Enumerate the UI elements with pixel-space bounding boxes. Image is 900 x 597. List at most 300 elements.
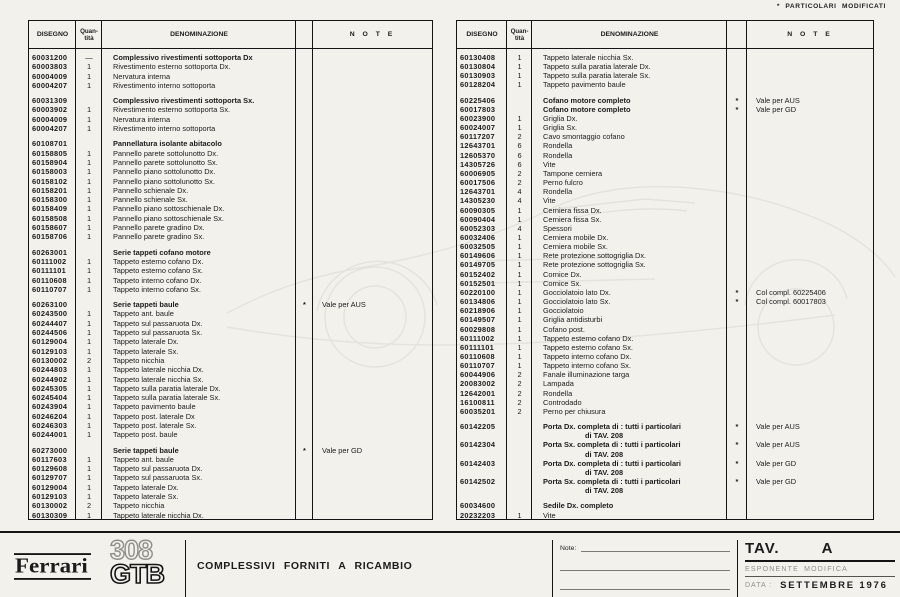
denomination-cell: Pannello parete gradino Sx. <box>113 232 205 242</box>
star-cell <box>296 266 313 275</box>
table-row <box>457 334 873 343</box>
denomination-cell: Griglia Dx. <box>543 113 578 123</box>
denomination-cell: Cavo smontaggio cofano <box>543 132 625 142</box>
qty-cell: 1 <box>86 383 92 393</box>
star-cell <box>296 402 313 411</box>
star-cell <box>296 309 313 318</box>
note-blank-line <box>581 543 730 552</box>
disegno-cell: 60110707 <box>460 361 495 371</box>
column-divider <box>75 21 76 519</box>
table-row <box>29 473 432 482</box>
note-cell <box>747 407 873 416</box>
note-cell: Vale per GD <box>756 477 797 487</box>
disegno-cell: 60142403 <box>460 458 496 468</box>
disegno-cell: 60044906 <box>460 370 496 380</box>
denomination-cell: Complessivo rivestimenti sottoporta Sx. <box>113 96 255 106</box>
col-header-disegno: DISEGNO <box>466 31 498 38</box>
note-cell <box>747 62 873 71</box>
note-cell <box>313 115 432 124</box>
disegno-cell: 60017506 <box>460 178 496 188</box>
note-cell <box>313 72 432 81</box>
col-header-note: N O T E <box>349 31 396 38</box>
note-cell <box>313 393 432 402</box>
table-row <box>29 412 432 421</box>
qty-cell: 1 <box>517 315 522 325</box>
disegno-cell: 60129004 <box>32 482 68 492</box>
qty-cell: 1 <box>517 361 522 371</box>
star-cell: * <box>735 297 739 307</box>
qty-cell: 1 <box>86 337 92 347</box>
note-cell <box>747 132 873 141</box>
denomination-cell: Cofano motore completo <box>543 95 631 105</box>
qty-cell: 1 <box>86 510 92 520</box>
left-parts-table <box>28 20 433 520</box>
denomination-cell: Pannello schienale Sx. <box>113 195 188 205</box>
note-cell <box>747 187 873 196</box>
note-cell <box>747 224 873 233</box>
qty-cell: 1 <box>517 242 522 252</box>
disegno-cell: 60110707 <box>32 284 67 294</box>
note-cell <box>313 430 432 439</box>
note-cell <box>313 511 432 520</box>
note-cell <box>747 260 873 269</box>
star-cell <box>296 337 313 346</box>
note-cell <box>747 334 873 343</box>
table-row <box>29 248 432 257</box>
disegno-cell: 60128204 <box>460 80 496 90</box>
disegno-cell: 60158508 <box>32 213 68 223</box>
note-cell <box>313 328 432 337</box>
disegno-cell: 60130408 <box>460 53 496 62</box>
denomination-cell: Serie tappeti baule <box>113 300 179 310</box>
denomination-cell: Serie tappeti baule <box>113 445 179 455</box>
star-cell <box>296 81 313 90</box>
star-cell <box>296 328 313 337</box>
star-cell <box>296 375 313 384</box>
quantita-line2: tità <box>84 34 94 42</box>
star-cell <box>727 260 747 269</box>
note-cell <box>313 309 432 318</box>
disegno-cell: 60273000 <box>32 445 68 455</box>
qty-cell <box>76 139 102 148</box>
qty-cell: 1 <box>517 278 522 288</box>
table-row <box>457 279 873 288</box>
denomination-cell: Tappeto laterale nicchia Dx. <box>113 510 204 520</box>
qty-cell: 1 <box>86 328 92 338</box>
table-row <box>457 80 873 89</box>
note-cell <box>313 223 432 232</box>
denomination-cell: Tappeto sul passaruota Dx. <box>113 464 203 474</box>
table-row <box>457 297 873 306</box>
star-cell: * <box>735 458 739 468</box>
denomination-cell: Rondella <box>543 187 573 197</box>
disegno-cell: 60245305 <box>32 383 68 393</box>
star-cell <box>727 343 747 352</box>
star-cell <box>296 62 313 71</box>
star-cell <box>296 53 313 62</box>
denomination-line1: Porta Dx. completa di : tutti i particolari <box>543 422 681 432</box>
table-row <box>29 232 432 241</box>
table-row <box>29 309 432 318</box>
denomination-cell: Cerniera fissa Sx. <box>543 214 602 224</box>
model-badge <box>110 535 200 589</box>
denomination-cell: Tappeto interno cofano Dx. <box>543 352 632 361</box>
star-cell <box>727 62 747 71</box>
denomination-cell: Tappeto esterno cofano Dx. <box>113 256 204 266</box>
denomination-cell <box>532 477 727 495</box>
denomination-cell: Tappeto laterale Sx. <box>113 346 179 356</box>
note-cell <box>747 206 873 215</box>
note-cell <box>747 233 873 242</box>
disegno-cell: 12605370 <box>460 150 496 160</box>
denomination-cell: Tappeto sul passaruota Sx. <box>113 473 203 483</box>
denomination-cell: Pannello piano sottolunotto Sx. <box>113 176 215 186</box>
disegno-cell: 60263001 <box>32 247 68 257</box>
denomination-cell: Rondella <box>543 141 573 151</box>
left-table-header <box>29 21 432 49</box>
table-row <box>29 511 432 520</box>
table-row <box>29 375 432 384</box>
qty-cell: 1 <box>86 318 92 328</box>
note-cell <box>747 251 873 260</box>
denomination-cell: Cofano motore completo <box>543 104 631 114</box>
note-cell <box>747 123 873 132</box>
column-divider <box>726 21 727 519</box>
note-cell <box>747 315 873 324</box>
note-cell <box>747 80 873 89</box>
star-cell: * <box>303 445 306 455</box>
denomination-cell: Serie tappeti cofano motore <box>113 247 211 257</box>
star-cell <box>296 384 313 393</box>
star-cell <box>296 195 313 204</box>
star-cell <box>727 279 747 288</box>
qty-cell: 1 <box>517 251 522 261</box>
star-cell <box>727 352 747 361</box>
qty-cell: 2 <box>517 168 522 178</box>
denomination-cell: Rondella <box>543 150 573 160</box>
note-cell: Vale per AUS <box>756 95 800 105</box>
denomination-cell: Gocciolatoio <box>543 306 584 316</box>
denomination-cell: Tappeto sulla paratia laterale Dx. <box>543 62 651 72</box>
qty-cell: 1 <box>86 430 92 440</box>
denomination-cell: Tappeto laterale nicchia Sx. <box>543 53 634 62</box>
note-cell <box>747 379 873 388</box>
data-label: DATA : <box>745 581 773 589</box>
denomination-cell: Tappeto interno cofano Dx. <box>113 275 202 285</box>
star-cell <box>296 158 313 167</box>
denomination-cell: Nervatura interna <box>113 114 171 124</box>
table-row <box>457 233 873 242</box>
note-cell <box>313 402 432 411</box>
qty-cell: 1 <box>86 346 92 356</box>
denomination-cell: Pannello piano sottoschienale Sx. <box>113 213 224 223</box>
disegno-cell: 60158300 <box>32 195 68 205</box>
disegno-cell: 60032505 <box>460 242 496 252</box>
note-cell <box>313 53 432 62</box>
star-cell <box>296 285 313 294</box>
model-gtb-text: GTB <box>110 559 164 589</box>
disegno-cell: 60149705 <box>460 260 496 270</box>
qty-cell: 1 <box>86 223 92 233</box>
qty-cell: 1 <box>517 342 522 352</box>
col-header-quantita <box>507 28 532 42</box>
star-cell <box>296 139 313 148</box>
qty-cell: 1 <box>86 105 92 115</box>
column-divider <box>531 21 532 519</box>
star-cell <box>296 276 313 285</box>
note-cell <box>313 96 432 105</box>
table-row <box>457 440 873 458</box>
disegno-cell: 60129103 <box>32 346 68 356</box>
table-row <box>457 407 873 416</box>
col-header-denominazione: DENOMINAZIONE <box>600 31 659 38</box>
star-cell <box>727 511 747 520</box>
disegno-cell: 60108701 <box>32 139 68 149</box>
disegno-cell: 60220100 <box>460 287 496 297</box>
qty-cell: 1 <box>517 297 522 307</box>
qty-cell: 1 <box>86 365 92 375</box>
star-cell <box>727 206 747 215</box>
qty-cell <box>76 446 102 455</box>
disegno-cell: 14305726 <box>460 159 496 169</box>
disegno-cell: 60129608 <box>32 464 68 474</box>
table-row <box>457 105 873 114</box>
denomination-cell: Tappeto post. laterale Dx <box>113 411 195 421</box>
note-blank-line <box>560 571 730 590</box>
qty-cell: 4 <box>517 196 522 206</box>
disegno-cell: 60111101 <box>32 266 67 276</box>
denomination-cell: Tappeto nicchia <box>113 355 165 365</box>
disegno-cell: 60244407 <box>32 318 68 328</box>
table-row <box>29 72 432 81</box>
qty-cell: 1 <box>86 185 92 195</box>
qty-cell: 1 <box>86 266 92 276</box>
table-row <box>457 215 873 224</box>
qty-cell: 1 <box>86 393 92 403</box>
table-row <box>457 315 873 324</box>
disegno-cell: 60134806 <box>460 297 496 307</box>
disegno-cell: 60029808 <box>460 324 496 334</box>
table-row <box>29 257 432 266</box>
denomination-cell <box>532 422 727 440</box>
qty-cell: 1 <box>86 464 92 474</box>
denomination-cell: Pannello piano sottolunotto Dx. <box>113 167 216 177</box>
disegno-cell: 60035201 <box>460 406 496 416</box>
qty-cell: 1 <box>86 492 92 502</box>
disegno-cell: 12643701 <box>460 187 496 197</box>
denomination-cell: Griglia antidisturbi <box>543 315 603 325</box>
qty-cell: 1 <box>86 62 92 72</box>
table-row <box>29 384 432 393</box>
qty-cell <box>76 96 102 105</box>
table-row <box>457 306 873 315</box>
disegno-cell: 60158102 <box>32 176 68 186</box>
note-cell <box>313 167 432 176</box>
disegno-cell: 20083002 <box>460 379 496 389</box>
disegno-cell: 60004207 <box>32 80 68 90</box>
star-cell <box>727 233 747 242</box>
disegno-cell: 60003803 <box>32 62 68 72</box>
table-row <box>29 455 432 464</box>
qty-cell <box>507 105 532 114</box>
table-row <box>457 398 873 407</box>
disegno-cell: 60263100 <box>32 300 68 310</box>
column-divider <box>101 21 102 519</box>
note-cell <box>747 114 873 123</box>
qty-cell: 1 <box>86 148 92 158</box>
note-cell <box>747 361 873 370</box>
qty-cell: 6 <box>517 159 522 169</box>
star-cell <box>296 204 313 213</box>
star-cell <box>727 178 747 187</box>
denomination-cell: Cerniera fissa Dx. <box>543 205 602 215</box>
qty-cell: 1 <box>517 62 522 72</box>
table-row <box>29 285 432 294</box>
table-row <box>457 196 873 205</box>
star-cell <box>296 501 313 510</box>
disegno-cell: 60245404 <box>32 393 68 403</box>
footer-top-rule <box>0 531 900 533</box>
disegno-cell: 60110608 <box>460 352 495 361</box>
disegno-cell: 60130002 <box>32 501 68 511</box>
note-field <box>560 543 730 590</box>
denomination-cell: Tappeto sulla paratia laterale Sx. <box>543 71 651 81</box>
qty-cell: 1 <box>86 232 92 242</box>
qty-cell: 2 <box>517 379 522 389</box>
table-row <box>457 242 873 251</box>
denomination-cell: Pannello parete gradino Dx. <box>113 223 205 233</box>
column-divider <box>295 21 296 519</box>
star-cell <box>727 71 747 80</box>
star-cell <box>296 149 313 158</box>
disegno-cell: 60149507 <box>460 315 496 325</box>
table-row <box>457 53 873 62</box>
disegno-cell: 60158201 <box>32 185 68 195</box>
star-cell <box>296 72 313 81</box>
star-cell <box>727 196 747 205</box>
disegno-cell: 16100811 <box>460 397 495 407</box>
qty-cell: 6 <box>517 150 522 160</box>
note-cell <box>313 455 432 464</box>
table-row <box>457 270 873 279</box>
denomination-cell: Tappeto ant. baule <box>113 454 174 464</box>
disegno-cell: 60111002 <box>460 333 495 343</box>
table-row <box>29 483 432 492</box>
table-row <box>457 141 873 150</box>
note-cell: Col compl. 60017803 <box>756 297 826 307</box>
note-cell <box>313 464 432 473</box>
disegno-cell: 14305230 <box>460 196 496 206</box>
disegno-cell: 60244803 <box>32 365 68 375</box>
note-cell <box>747 160 873 169</box>
qty-cell: 1 <box>517 333 522 343</box>
qty-cell: 2 <box>517 406 522 416</box>
quantita-line2: tità <box>514 34 525 42</box>
disegno-cell: 60031309 <box>32 96 68 106</box>
disegno-cell: 60129004 <box>32 337 68 347</box>
note-cell <box>747 196 873 205</box>
table-row <box>29 393 432 402</box>
qty-cell: 1 <box>517 232 522 242</box>
qty-cell <box>507 96 532 105</box>
denomination-cell: Tappeto laterale Dx. <box>113 337 179 347</box>
star-cell: * <box>735 477 739 487</box>
qty-cell: 2 <box>86 355 92 365</box>
table-row <box>29 204 432 213</box>
disegno-cell: 60244506 <box>32 328 68 338</box>
col-header-note: N O T E <box>787 31 833 38</box>
star-cell <box>296 223 313 232</box>
denomination-cell: Tappeto interno cofano Sx. <box>113 284 201 294</box>
disegno-cell: 60110608 <box>32 275 67 285</box>
disegno-cell: 60129707 <box>32 473 68 483</box>
table-row <box>457 477 873 495</box>
note-cell <box>747 215 873 224</box>
quantita-line1: Quan- <box>510 27 529 35</box>
note-blank-line <box>560 552 730 571</box>
note-cell <box>747 178 873 187</box>
data-value: SETTEMBRE 1976 <box>780 579 888 591</box>
table-row <box>29 337 432 346</box>
denomination-cell: Pannello parete sottolunotto Dx. <box>113 148 219 158</box>
note-cell <box>313 149 432 158</box>
note-cell <box>747 389 873 398</box>
star-cell <box>296 177 313 186</box>
disegno-cell: 60246204 <box>32 411 68 421</box>
qty-cell <box>76 248 102 257</box>
denomination-cell: Tappeto pavimento baule <box>113 402 196 412</box>
note-cell <box>747 398 873 407</box>
star-cell <box>727 251 747 260</box>
table-row <box>29 501 432 510</box>
column-divider <box>506 21 507 519</box>
star-cell <box>296 464 313 473</box>
note-cell <box>313 266 432 275</box>
note-cell <box>313 232 432 241</box>
denomination-cell: Rivestimento esterno sottoporta Sx. <box>113 105 231 115</box>
qty-cell: 2 <box>517 178 522 188</box>
denomination-cell: Tappeto laterale Sx. <box>113 492 179 502</box>
note-cell <box>747 53 873 62</box>
note-cell <box>313 139 432 148</box>
star-cell <box>727 389 747 398</box>
disegno-cell: 60034600 <box>460 501 496 511</box>
qty-cell: 1 <box>517 510 522 520</box>
star-cell <box>727 370 747 379</box>
table-row <box>29 214 432 223</box>
disegno-cell: 60244001 <box>32 430 68 440</box>
table-row <box>29 300 432 309</box>
table-row <box>29 430 432 439</box>
disegno-cell: 60225406 <box>460 95 496 105</box>
table-row <box>457 361 873 370</box>
star-cell <box>727 80 747 89</box>
note-cell <box>747 242 873 251</box>
esponente-modifica-label: ESPONENTE MODIFICA <box>745 565 848 573</box>
star-cell <box>296 214 313 223</box>
denomination-line2: di TAV. 208 <box>585 431 624 441</box>
note-cell <box>313 81 432 90</box>
table-row <box>29 492 432 501</box>
denomination-cell: Gocciolatoio lato Sx. <box>543 297 611 307</box>
star-cell <box>727 141 747 150</box>
table-row <box>457 206 873 215</box>
ferrari-wordmark: Ferrari <box>14 553 91 580</box>
denomination-cell: Perno per chiusura <box>543 406 606 416</box>
table-row <box>457 343 873 352</box>
note-cell <box>313 285 432 294</box>
star-cell <box>727 160 747 169</box>
